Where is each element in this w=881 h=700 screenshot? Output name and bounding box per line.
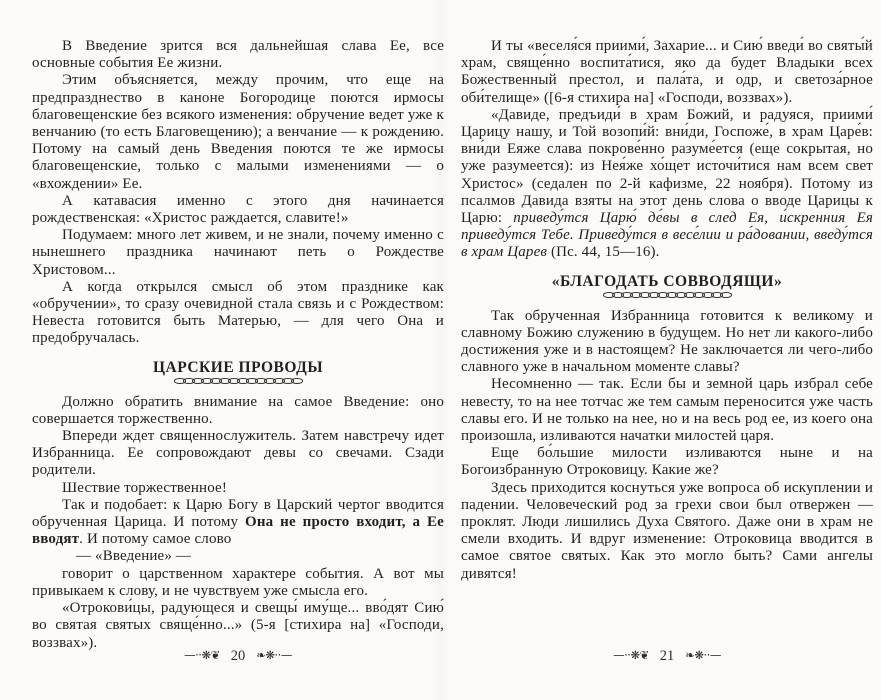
bold-text-run: Она не просто входит, а Ее вводят (32, 514, 444, 548)
text-run: Впереди ждет священнослужитель. Затем навстречу идет Избранница. Ее сопровождают девы со свечами. Сзади родители. (32, 428, 444, 479)
paragraph (32, 72, 444, 192)
right-page-footer (461, 647, 873, 665)
paragraph (461, 445, 873, 479)
left-page-footer (32, 647, 444, 665)
italic-text-run: приведу́тся Царю́ де́вы в след Ея, и́скренния Ея приведу́тся Тебе. Приведу́тся в весе́лии и ра́довании, введу́тся в храм Царев (461, 210, 874, 261)
text-run: Этим объясняется, между прочим, что еще на предпразднество в каноне Богородице поются ирмосы благовещенские без всякого изменения: обручение ведет уже к венчанию (то есть Благовещению); а венчание — к рождению. Потому на самый день Введения поются те же ирмосы благовещенские, только с малыми изменениями — о «вхождении» Ее. (32, 72, 444, 192)
paragraph (32, 480, 444, 497)
text-run: говорит о царственном характере события. А вот мы привыкаем к слову, и не чувствуем уже смысла его. (32, 565, 444, 599)
paragraph (461, 480, 873, 583)
text-run: Шествие торжественное! (62, 479, 228, 496)
section-heading: «БЛАГОДАТЬ СОВВОДЯЩИ» (551, 272, 783, 290)
text-run: «Давиде, предъиди́ в храм Божий, и радуяся, приими́ Царицу нашу, и Той возопи́й: вни́ди, Госпоже́, в храм Царе́в: вни́ди Еяже слава покрове́нно разуме́ется (еще сокрытая, но уже разумеется): из Нея́же хо́щет источи́тися нам всем свет Христос» (седален по 2-й кафизме, 22 ноября). Потому из псалмов Давида взяты на этот день слова о вводе Царицы к Царю: (461, 106, 873, 227)
text-run: Здесь приходится коснуться уже вопроса об искуплении и падении. Человеческий род за грехи свои был отвержен — проклят. Люди лишились Духа Святого. Даже они в храм не смели входить. И вдруг изменение: Отроковица вводится в самое святое святых. Как это могло быть? Сами ангелы дивятся! (461, 479, 873, 582)
text-run: Подумаем: много лет живем, и не знали, почему именно с нынешнего праздника начинают петь о Рождестве Христовом... (32, 227, 444, 278)
paragraph (32, 497, 444, 549)
paragraph (32, 227, 444, 279)
right-page-body (461, 38, 873, 583)
text-run: Должно обратить внимание на самое Введение: оно совершается торжественно. (32, 393, 444, 427)
text-run: — «Введение» — (76, 548, 192, 565)
section-heading: ЦАРСКИЕ ПРОВОДЫ (152, 358, 324, 376)
text-run: А когда открылся смысл об этом празднике как «обручении», то сразу очевидной стала связь и с Рождеством: Невеста готовится быть Матерью, — для чего Она и предобручалась. (32, 278, 444, 347)
text-run: Так и подобает: к Царю Богу в Царский чертог вводится обрученная Царица. И потому (32, 496, 444, 531)
paragraph (32, 193, 444, 227)
text-run: . И потому самое слово (79, 531, 232, 548)
heading-ornament-chain (32, 377, 444, 386)
footer-ornament-right: ❧❋··— (256, 648, 292, 662)
page-number-left: 20 (230, 648, 246, 664)
paragraph (32, 394, 444, 428)
paragraph (32, 566, 444, 600)
text-run: Несомненно — так. Если бы и земной царь избрал себе невесту, то на нее тотчас же тем самым переносится уже часть славы его. И не только на нее, но и на весь род ее, из коего она произошла, изливаются начатки милостей царя. (461, 376, 873, 445)
paragraph (32, 600, 444, 652)
chain-link (291, 378, 303, 384)
text-run: Еще бо́льшие милости изливаются ныне и на Богоизбранную Отроковицу. Какие же? (461, 445, 873, 479)
paragraph (32, 279, 444, 348)
paragraph (461, 376, 873, 445)
page-number-right: 21 (659, 648, 675, 664)
text-run: «Отрокови́цы, радующеся и свещы́ иму́ще... вво́дят Сию́ во святая святых свяще́нно...» (5-я [стихира на] «Господи, воззвах»). (32, 600, 444, 651)
footer-ornament-left: —··❋❦ (184, 648, 220, 662)
paragraph (461, 308, 873, 377)
paragraph (461, 38, 873, 107)
heading-ornament-chain (461, 291, 873, 300)
paragraph (32, 38, 444, 72)
text-run: В Введение зрится вся дальнейшая слава Ее, все основные события Ее жизни. (32, 38, 444, 72)
text-run: А катавасия именно с этого дня начинается рождественская: «Христос раждается, славите!» (32, 192, 444, 227)
footer-ornament-left: —··❋❦ (613, 648, 649, 662)
text-run: И ты «веселя́ся приими́, Захарие... и Сию́ введи́ во святы́й храм, свяще́нно воспита́тися, яко да будет Владыки всех Божественный престол, и пала́та, и одр, и светоза́рное оби́телище» ([6-я стихира на] «Господи, воззвах»). (461, 38, 873, 106)
paragraph (461, 107, 873, 262)
text-run: (Пс. 44, 15—16). (547, 244, 660, 261)
text-run: Так обрученная Избранница готовится к великому и славному Божию служению в будущем. Но нет ли какого-либо достижения уже и в настоящем? Не заключается ли чего-либо славного уже в начальном моменте славы? (461, 307, 873, 376)
paragraph (32, 428, 444, 480)
left-page-body (32, 38, 444, 652)
inset-line (32, 548, 444, 565)
footer-ornament-right: ❧❋··— (685, 648, 721, 662)
chain-link (720, 292, 732, 298)
